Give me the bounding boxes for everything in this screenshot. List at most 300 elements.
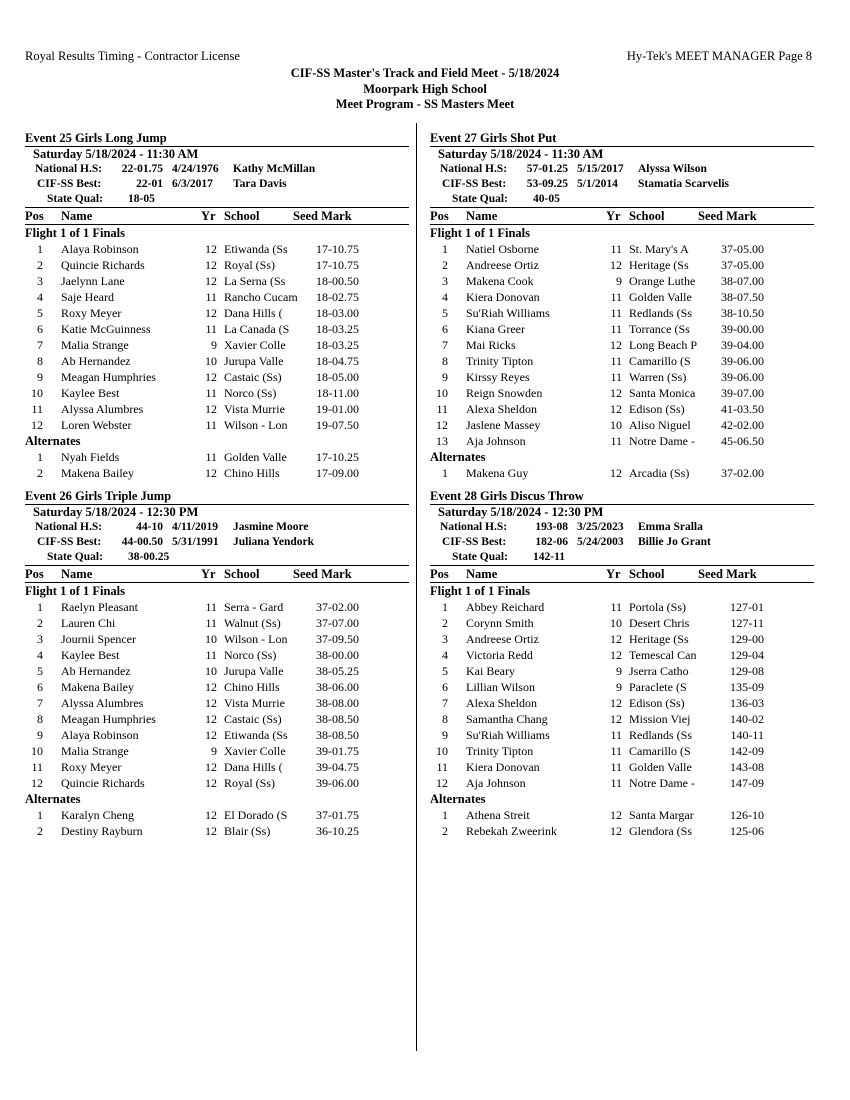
table-row [25,679,409,695]
row-name: Karalyn Cheng [61,808,134,822]
row-seed-mark: 18-03.25 [316,322,359,336]
row-seed-mark: 37-07.00 [316,616,359,630]
row-pos: 2 [442,258,448,272]
row-year: 11 [205,322,217,336]
row-year: 11 [610,290,622,304]
row-name: Meagan Humphries [61,370,156,384]
row-school: Vista Murrie [224,696,285,710]
row-seed-mark: 18-11.00 [316,386,359,400]
national-record-line [430,520,814,535]
row-school: Redlands (Ss [629,728,692,742]
row-seed-mark: 17-10.75 [316,258,359,272]
table-row [25,759,409,775]
row-name: Natiel Osborne [466,242,539,256]
row-year: 11 [610,434,622,448]
national-label: National H.S: [35,163,103,175]
row-name: Quincie Richards [61,258,145,272]
year-header: Yr [201,209,216,223]
cif-date: 5/31/1991 [172,536,219,548]
table-row [430,337,814,353]
row-seed-mark: 142-09 [730,744,764,758]
row-year: 9 [211,338,217,352]
event-datetime: Saturday 5/18/2024 - 12:30 PM [33,505,199,519]
row-seed-mark: 18-05.00 [316,370,359,384]
row-year: 12 [205,466,217,480]
table-row [430,727,814,743]
column-divider [416,123,417,1051]
seed-header: Seed Mark [698,209,757,223]
column-headers [25,565,409,583]
row-school: Long Beach P [629,338,697,352]
row-year: 12 [205,402,217,416]
school-header: School [629,209,665,223]
row-year: 11 [610,600,622,614]
row-pos: 3 [442,274,448,288]
row-name: Alaya Robinson [61,242,139,256]
row-year: 12 [610,648,622,662]
row-pos: 8 [442,712,448,726]
row-school: Arcadia (Ss) [629,466,690,480]
table-row [25,727,409,743]
row-pos: 5 [442,664,448,678]
row-pos: 10 [436,386,448,400]
row-seed-mark: 18-00.50 [316,274,359,288]
qual-mark: 18-05 [128,193,155,205]
alternates-heading: Alternates [430,450,486,464]
row-name: Aja Johnson [466,776,526,790]
row-pos: 9 [37,370,43,384]
table-row [430,663,814,679]
row-seed-mark: 147-09 [730,776,764,790]
meet-header [0,66,850,113]
flight-heading: Flight 1 of 1 Finals [430,226,531,240]
row-school: Temescal Can [629,648,697,662]
row-year: 11 [610,322,622,336]
national-holder: Emma Sralla [638,521,703,533]
table-row [430,743,814,759]
row-pos: 6 [442,680,448,694]
row-year: 10 [610,616,622,630]
row-seed-mark: 37-02.00 [721,466,764,480]
row-seed-mark: 38-08.50 [316,712,359,726]
row-year: 12 [205,274,217,288]
table-row [430,401,814,417]
row-school: Torrance (Ss [629,322,690,336]
national-mark: 22-01.75 [121,163,163,175]
event-title: Event 25 Girls Long Jump [25,131,167,145]
row-name: Makena Bailey [61,466,134,480]
row-pos: 11 [31,402,43,416]
row-name: Katie McGuinness [61,322,151,336]
qual-mark: 38-00.25 [128,551,170,563]
row-name: Kaylee Best [61,648,120,662]
row-pos: 1 [442,808,448,822]
row-year: 12 [610,386,622,400]
table-row [25,711,409,727]
row-school: Dana Hills ( [224,760,283,774]
row-pos: 8 [37,354,43,368]
row-name: Raelyn Pleasant [61,600,138,614]
row-year: 11 [205,290,217,304]
row-year: 11 [610,370,622,384]
row-pos: 7 [37,338,43,352]
row-school: Edison (Ss) [629,402,685,416]
pos-header: Pos [430,209,449,223]
row-seed-mark: 18-03.00 [316,306,359,320]
row-pos: 10 [436,744,448,758]
qual-label: State Qual: [47,551,103,563]
table-row [430,807,814,823]
row-name: Kiana Greer [466,322,525,336]
row-seed-mark: 136-03 [730,696,764,710]
table-row [430,599,814,615]
row-school: Warren (Ss) [629,370,687,384]
row-seed-mark: 38-07.50 [721,290,764,304]
row-seed-mark: 38-08.00 [316,696,359,710]
row-name: Jaslene Massey [466,418,541,432]
table-row [430,823,814,839]
event-datetime: Saturday 5/18/2024 - 12:30 PM [438,505,604,519]
software-page-label: Hy-Tek's MEET MANAGER Page 8 [626,49,812,63]
row-seed-mark: 140-11 [730,728,764,742]
event-records-box [25,146,409,207]
table-row [25,695,409,711]
table-row [430,679,814,695]
national-record-line [430,162,814,177]
year-header: Yr [606,209,621,223]
cif-holder: Tara Davis [233,178,287,190]
row-year: 10 [205,664,217,678]
row-school: Castaic (Ss) [224,712,282,726]
cif-record-line [430,535,814,550]
row-year: 11 [610,776,622,790]
row-year: 12 [610,696,622,710]
row-year: 12 [205,776,217,790]
row-seed-mark: 19-01.00 [316,402,359,416]
year-header: Yr [201,567,216,581]
left-column [25,131,409,839]
row-pos: 1 [37,808,43,822]
national-mark: 44-10 [136,521,163,533]
row-pos: 2 [37,616,43,630]
row-name: Loren Webster [61,418,132,432]
event-section [25,489,409,839]
row-school: Dana Hills ( [224,306,283,320]
alternates-heading: Alternates [25,434,81,448]
row-name: Athena Streit [466,808,530,822]
row-year: 9 [616,680,622,694]
row-year: 11 [205,450,217,464]
row-pos: 13 [436,434,448,448]
table-row [25,321,409,337]
national-label: National H.S: [440,521,508,533]
row-school: El Dorado (S [224,808,288,822]
event-section [25,131,409,481]
alternates-heading: Alternates [430,792,486,806]
seed-header: Seed Mark [698,567,757,581]
row-pos: 8 [37,712,43,726]
row-name: Saje Heard [61,290,114,304]
row-seed-mark: 39-06.00 [316,776,359,790]
row-school: Xavier Colle [224,744,286,758]
table-row [25,449,409,465]
row-seed-mark: 38-08.50 [316,728,359,742]
row-name: Samantha Chang [466,712,548,726]
row-year: 11 [205,648,217,662]
row-year: 11 [610,728,622,742]
row-school: Aliso Niguel [629,418,691,432]
row-name: Mai Ricks [466,338,516,352]
row-pos: 6 [37,680,43,694]
event-records-box [430,146,814,207]
national-label: National H.S: [440,163,508,175]
row-name: Trinity Tipton [466,744,534,758]
event-records-box [430,504,814,565]
row-school: Camarillo (S [629,354,691,368]
row-year: 11 [205,600,217,614]
row-school: Santa Margar [629,808,694,822]
row-school: Castaic (Ss) [224,370,282,384]
row-name: Alaya Robinson [61,728,139,742]
qual-mark: 142-11 [533,551,565,563]
table-row [25,743,409,759]
row-year: 12 [610,824,622,838]
row-name: Andreese Ortiz [466,258,539,272]
table-row [25,807,409,823]
row-pos: 10 [31,744,43,758]
row-school: Edison (Ss) [629,696,685,710]
row-seed-mark: 39-04.75 [316,760,359,774]
row-pos: 6 [442,322,448,336]
row-pos: 1 [37,242,43,256]
table-row [430,417,814,433]
row-name: Ab Hernandez [61,664,131,678]
row-year: 12 [205,306,217,320]
row-seed-mark: 17-10.75 [316,242,359,256]
table-row [25,775,409,791]
row-seed-mark: 41-03.50 [721,402,764,416]
row-name: Victoria Redd [466,648,533,662]
row-school: Vista Murrie [224,402,285,416]
row-name: Abbey Reichard [466,600,545,614]
name-header: Name [61,567,93,581]
row-year: 10 [610,418,622,432]
cif-mark: 182-06 [535,536,568,548]
row-school: Redlands (Ss [629,306,692,320]
school-header: School [629,567,665,581]
table-row [430,289,814,305]
row-school: Jurupa Valle [224,664,284,678]
row-seed-mark: 42-02.00 [721,418,764,432]
event-section [430,489,814,839]
row-pos: 12 [31,418,43,432]
row-school: Heritage (Ss [629,632,689,646]
row-seed-mark: 38-07.00 [721,274,764,288]
row-name: Roxy Meyer [61,306,122,320]
row-name: Kirssy Reyes [466,370,530,384]
row-school: Chino Hills [224,466,280,480]
row-name: Lillian Wilson [466,680,535,694]
row-school: Royal (Ss) [224,258,275,272]
state-qual-line [430,192,814,207]
table-row [25,385,409,401]
pos-header: Pos [430,567,449,581]
row-school: Notre Dame - [629,776,695,790]
row-name: Corynn Smith [466,616,534,630]
row-name: Makena Cook [466,274,534,288]
row-name: Alyssa Alumbres [61,402,144,416]
row-name: Kiera Donovan [466,760,540,774]
row-name: Journii Spencer [61,632,136,646]
row-year: 12 [610,402,622,416]
row-pos: 5 [37,306,43,320]
row-school: Desert Chris [629,616,690,630]
row-name: Reign Snowden [466,386,543,400]
national-date: 5/15/2017 [577,163,624,175]
national-holder: Kathy McMillan [233,163,316,175]
row-pos: 3 [442,632,448,646]
row-pos: 6 [37,322,43,336]
row-pos: 11 [31,760,43,774]
row-year: 12 [205,824,217,838]
table-row [430,631,814,647]
row-year: 12 [610,632,622,646]
row-name: Su'Riah Williams [466,728,550,742]
row-seed-mark: 39-06.00 [721,370,764,384]
row-seed-mark: 39-01.75 [316,744,359,758]
row-name: Makena Guy [466,466,529,480]
row-school: Chino Hills [224,680,280,694]
row-seed-mark: 127-01 [730,600,764,614]
row-seed-mark: 19-07.50 [316,418,359,432]
row-seed-mark: 45-06.50 [721,434,764,448]
row-pos: 3 [37,274,43,288]
cif-date: 5/1/2014 [577,178,618,190]
cif-record-line [25,535,409,550]
row-seed-mark: 39-07.00 [721,386,764,400]
row-school: Blair (Ss) [224,824,271,838]
row-school: Etiwanda (Ss [224,242,288,256]
event-title: Event 28 Girls Discus Throw [430,489,584,503]
table-row [25,823,409,839]
row-seed-mark: 36-10.25 [316,824,359,838]
row-year: 12 [610,338,622,352]
row-pos: 11 [436,760,448,774]
row-year: 10 [205,632,217,646]
row-school: Heritage (Ss [629,258,689,272]
national-mark: 57-01.25 [526,163,568,175]
row-year: 9 [616,664,622,678]
row-seed-mark: 17-10.25 [316,450,359,464]
row-seed-mark: 37-01.75 [316,808,359,822]
cif-label: CIF-SS Best: [442,536,507,548]
row-seed-mark: 17-09.00 [316,466,359,480]
row-year: 12 [205,370,217,384]
table-row [25,401,409,417]
table-row [25,663,409,679]
row-seed-mark: 39-00.00 [721,322,764,336]
table-row [25,369,409,385]
cif-record-line [430,177,814,192]
row-seed-mark: 18-02.75 [316,290,359,304]
cif-date: 6/3/2017 [172,178,213,190]
row-pos: 4 [37,290,43,304]
row-name: Malia Strange [61,744,129,758]
state-qual-line [25,550,409,565]
event-records-box [25,504,409,565]
row-year: 12 [205,696,217,710]
row-school: Serra - Gard [224,600,284,614]
row-school: La Serna (Ss [224,274,286,288]
row-school: Walnut (Ss) [224,616,281,630]
column-headers [430,565,814,583]
row-seed-mark: 18-03.25 [316,338,359,352]
flight-heading: Flight 1 of 1 Finals [430,584,531,598]
table-row [25,289,409,305]
row-name: Destiny Rayburn [61,824,143,838]
table-row [25,273,409,289]
row-pos: 5 [442,306,448,320]
row-school: Jurupa Valle [224,354,284,368]
row-name: Roxy Meyer [61,760,122,774]
table-row [25,631,409,647]
flight-heading: Flight 1 of 1 Finals [25,584,126,598]
pos-header: Pos [25,209,44,223]
row-seed-mark: 143-08 [730,760,764,774]
row-pos: 1 [37,600,43,614]
row-pos: 7 [442,338,448,352]
row-school: Mission Viej [629,712,691,726]
flight-heading: Flight 1 of 1 Finals [25,226,126,240]
event-title: Event 27 Girls Shot Put [430,131,557,145]
table-row [25,337,409,353]
row-pos: 9 [37,728,43,742]
table-row [430,321,814,337]
row-name: Kaylee Best [61,386,120,400]
row-pos: 8 [442,354,448,368]
row-pos: 2 [442,824,448,838]
table-row [430,257,814,273]
cif-holder: Billie Jo Grant [638,536,711,548]
row-seed-mark: 37-02.00 [316,600,359,614]
row-pos: 3 [37,632,43,646]
row-school: St. Mary's A [629,242,689,256]
row-pos: 10 [31,386,43,400]
cif-holder: Juliana Yendork [233,536,315,548]
national-record-line [25,520,409,535]
row-school: Santa Monica [629,386,696,400]
row-seed-mark: 37-05.00 [721,258,764,272]
cif-mark: 44-00.50 [121,536,163,548]
table-row [430,775,814,791]
table-row [25,305,409,321]
row-school: Notre Dame - [629,434,695,448]
row-pos: 5 [37,664,43,678]
row-year: 11 [610,744,622,758]
row-name: Meagan Humphries [61,712,156,726]
table-row [430,433,814,449]
row-seed-mark: 39-06.00 [721,354,764,368]
row-school: Golden Valle [629,760,692,774]
table-row [430,465,814,481]
row-school: Xavier Colle [224,338,286,352]
school-header: School [224,567,260,581]
row-year: 12 [610,712,622,726]
name-header: Name [466,209,498,223]
row-name: Makena Bailey [61,680,134,694]
row-school: Glendora (Ss [629,824,692,838]
row-name: Jaelynn Lane [61,274,125,288]
